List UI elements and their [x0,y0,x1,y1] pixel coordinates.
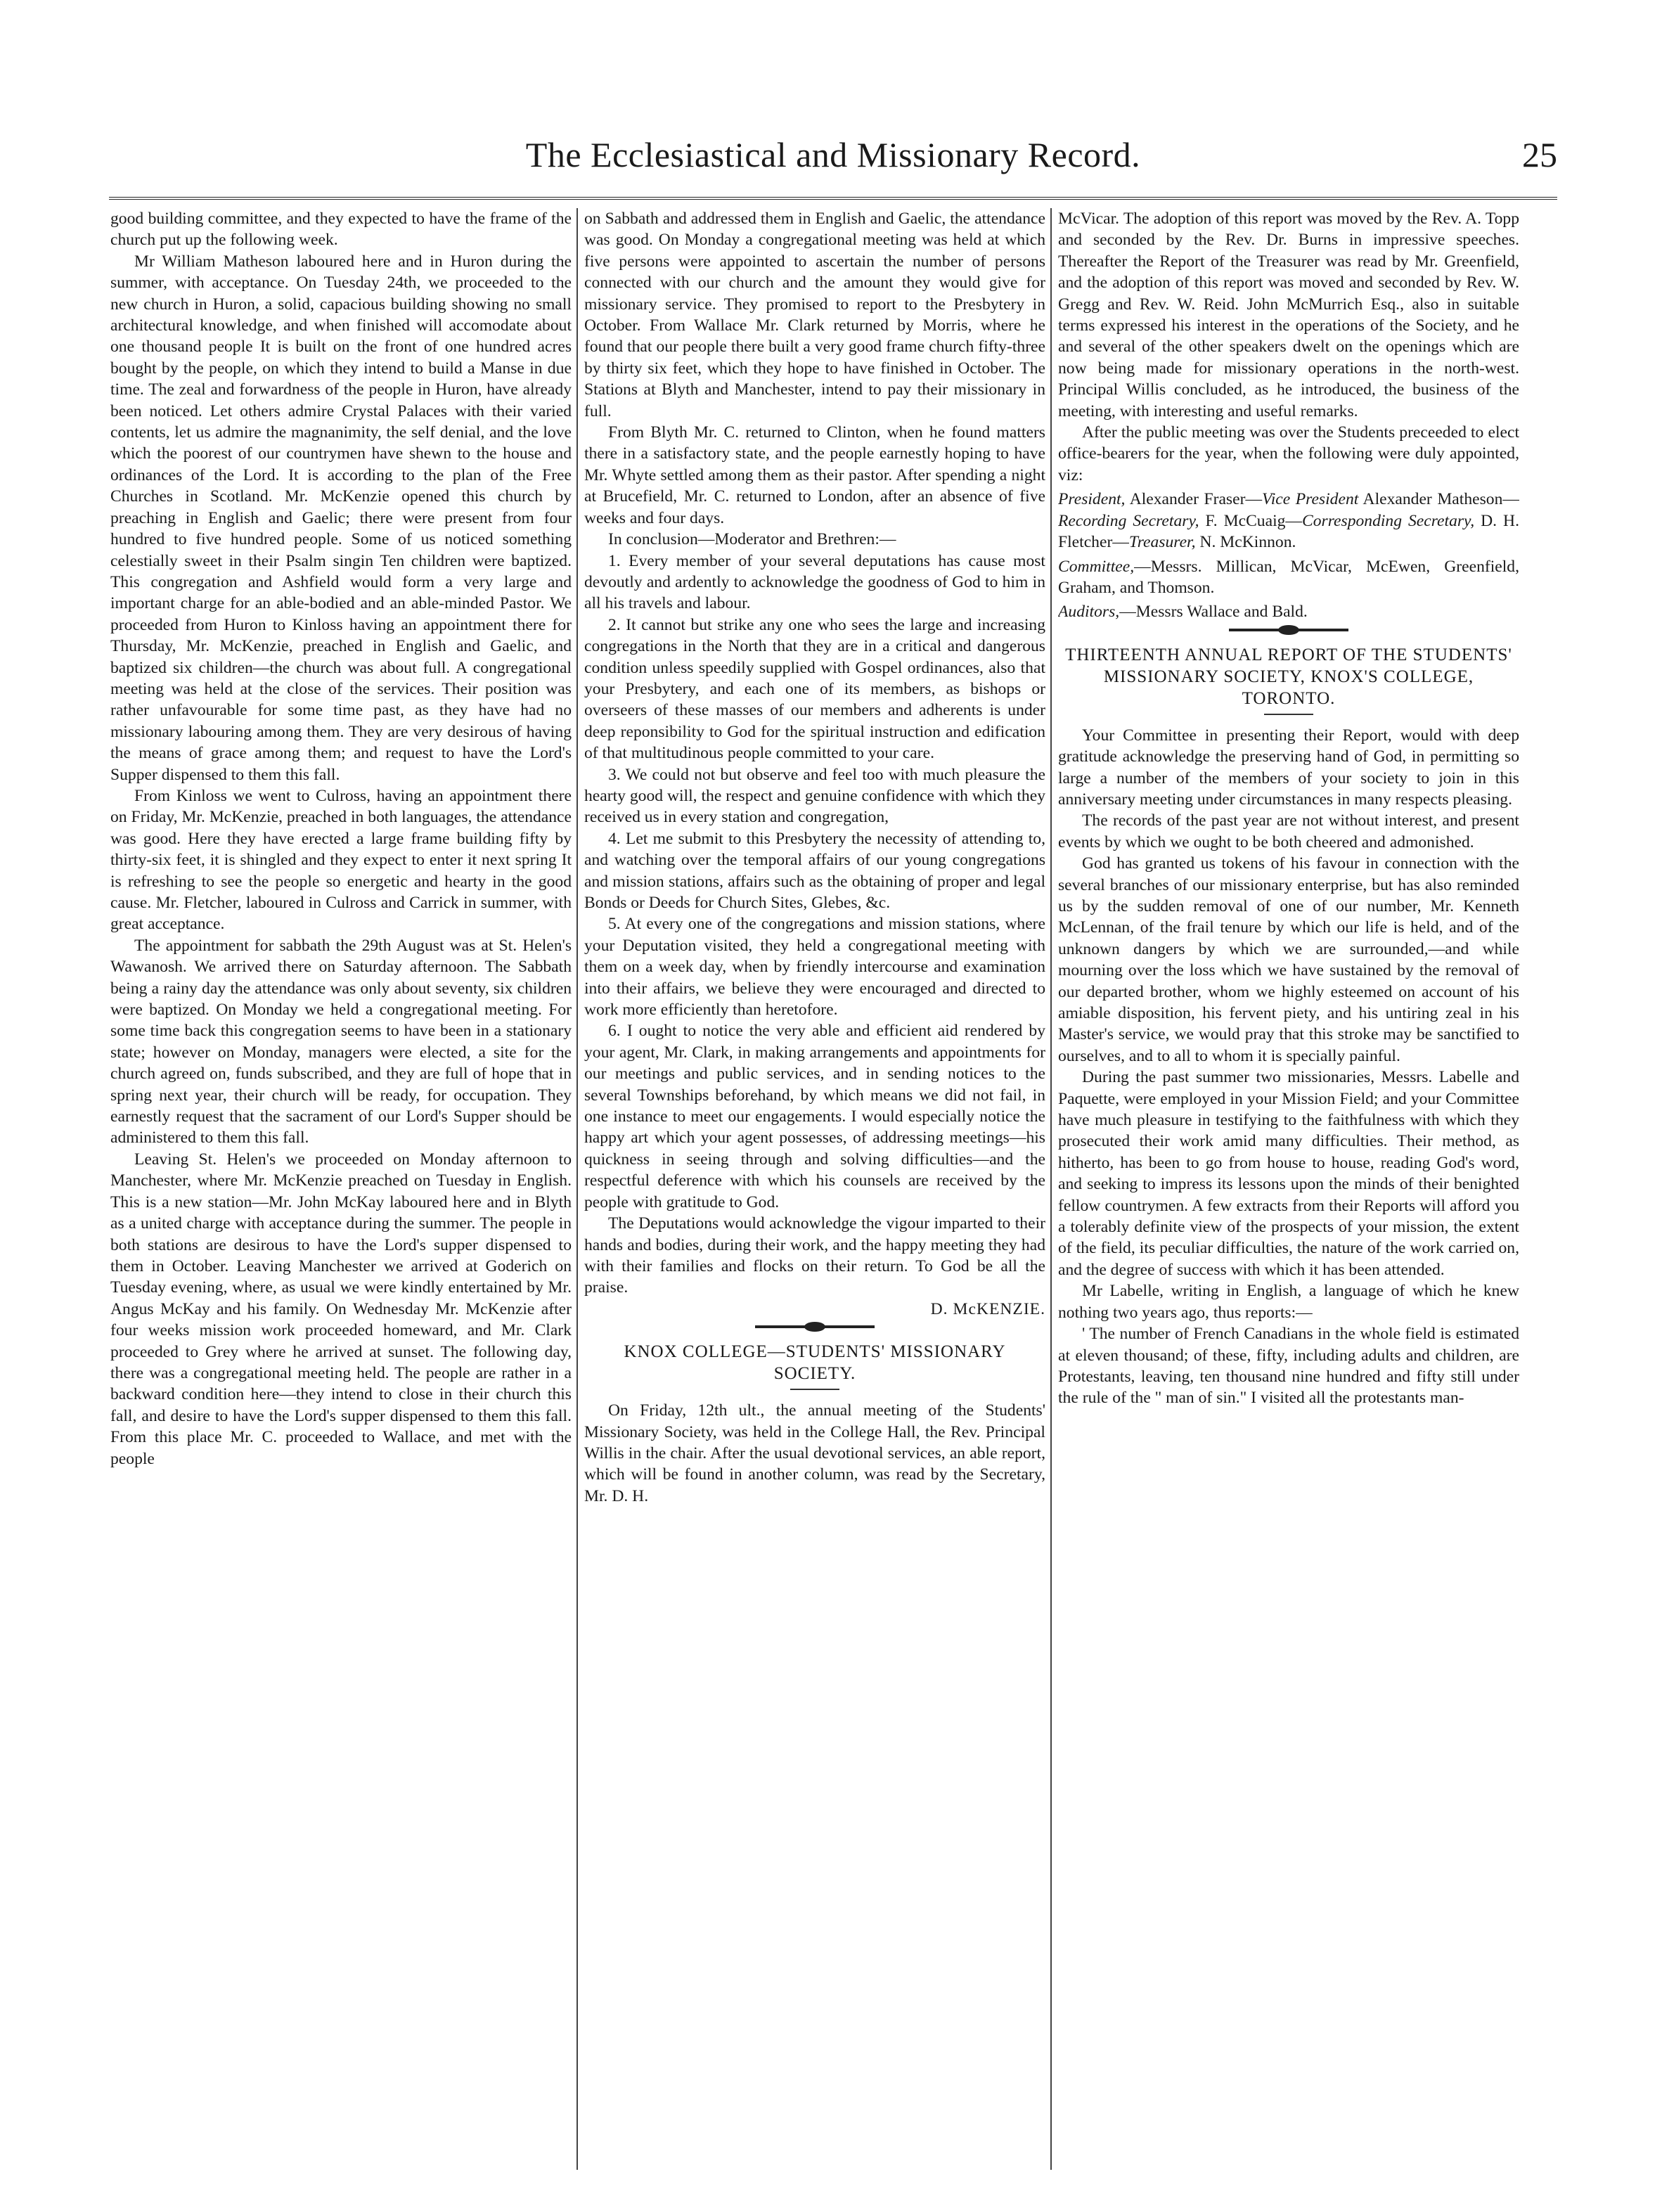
section-divider [1229,629,1348,631]
officer-role: President, [1058,490,1126,509]
header-rule [109,197,1557,200]
short-rule [1264,714,1313,715]
paragraph: Mr Labelle, writing in English, a language of which he knew nothing two years ago, thus reports:— [1058,1282,1519,1322]
paragraph: Leaving St. Helen's we proceeded on Monday afternoon to Manchester, where Mr. McKenzie preached on Tuesday in English. This is a new station—Mr. John McKay laboured here and in Blyth as a united charge with acceptance during the summer. The people in both stations are desirous to have the Lord's supper dispensed to them in October. Leaving Manchester we arrived at Goderich on Tuesday evening, where, as usual we were kindly entertained by Mr. Angus McKay and his family. On Wednesday Mr. McKenzie after four weeks mission work proceeded homeward, and Mr. Clark proceeded to Grey where he arrived at sunset. The following day, there was a congregational meeting held. The people are rather in a backward condition here—they intend to close in their church this fall, and desire to have the Lord's supper dispensed to them this fall. From this place Mr. C. proceeded to Wallace, and met with the people [110,1150,572,1468]
paragraph: 1. Every member of your several deputations has cause most devoutly and ardently to acknowledge the goodness of God to him in all his travels and labour. [584,551,1045,613]
paragraph: On Friday, 12th ult., the annual meeting of the Students' Missionary Society, was held in the College Hall, the Rev. Principal Willis in the chair. After the usual devotional services, an able report, which will be found in another column, was read by the Secretary, Mr. D. H. [584,1401,1045,1505]
paragraph: Mr William Matheson laboured here and in Huron during the summer, with acceptance. On Tuesday 24th, we proceeded to the new church in Huron, a solid, capacious building showing no small architectural knowledge, and when finished will accomodate about one thousand people It is built on the front of one hundred acres bought by the people, on which they intend to build a Manse in due time. The zeal and forwardness of the people in Huron, have already been noticed. Let others admire Crystal Palaces with their varied contents, let us admire the magnanimity, the self denial, and the love which the poorest of our countrymen have shewn to the house and ordinances of the Lord. It is according to the plan of the Free Churches in Scotland. Mr. McKenzie opened this church by preaching in English and Gaelic; there were present from four hundred to five hundred people. Some of us noticed something celestially sweet in their Psalm singin Ten children were baptized. This congregation and Ashfield would form a very large and important charge for an able-bodied and an able-minded Pastor. We proceeded from Huron to Kinloss having an appointment there for Thursday, Mr. McKenzie, preached in English and Gaelic, and baptized six children—the church was about full. A congregational meeting was held at the close of the services. Their position was rather unfavourable for some time past, as they have had no missionary labouring among them. They are very desirous of having the means of grace among them; and request to have the Lord's Supper dispensed to them this fall. [110,252,572,784]
paragraph: From Blyth Mr. C. returned to Clinton, when he found matters there in a satisfactory state, and the people earnestly hoping to have Mr. Whyte settled among them as their pastor. After spending a night at Brucefield, Mr. C. returned to London, after an absence of five weeks and four days. [584,423,1045,527]
officer-name: N. McKinnon. [1199,533,1296,552]
officer-name: Alexander Fraser— [1129,490,1263,509]
officers-president [1058,489,1519,553]
page-header [109,134,1557,190]
officer-name: —Messrs Wallace and Bald. [1119,603,1308,622]
officer-role: Committee, [1058,557,1135,576]
paragraph: God has granted us tokens of his favour in connection with the several branches of our missionary enterprise, but has also reminded us by the sudden removal of one of our number, Mr. Kenneth McLennan, of the frail tenure by which our life is held, and of the unknown dangers by which we are surrounded,—and while mourning over the loss which we have sustained by the removal of our departed brother, whom we highly esteemed on account of his amiable disposition, his fervent piety, and his untiring zeal in his Master's service, we would pray that this stroke may be sanctified to ourselves, and to all to whom it is specially painful. [1058,854,1519,1065]
officers-auditors [1058,601,1519,622]
paragraph: 2. It cannot but strike any one who sees the large and increasing congregations in the North that they are in a critical and dangerous condition unless speedily supplied with Gospel ordinances, also that your Presbytery, and each one of its members, as bishops or overseers of these masses of our members and adherents is under deep reponsibility to God for the spiritual instruction and edification of that multitudinous people committed to your care. [584,615,1045,763]
officer-role: Auditors, [1058,603,1120,622]
page-number: 25 [1522,135,1557,174]
signature: D. McKENZIE. [930,1299,1045,1318]
officer-name: Alexander Matheson— [1363,490,1519,509]
running-title: The Ecclesiastical and Missionary Record. [525,135,1141,174]
paragraph: From Kinloss we went to Culross, having an appointment there on Friday, Mr. McKenzie, preached in both languages, the attendance was good. Here they have erected a large frame building fifty by thirty-six feet, it is shingled and they expect to enter it next spring It is refreshing to see the people so energetic and hearty in the good cause. Mr. Fletcher, laboured in Culross and Carrick in summer, with great acceptance. [110,786,572,934]
paragraph: In conclusion—Moderator and Brethren:— [608,530,896,549]
column-rule [1050,208,1052,2170]
paragraph: ' The number of French Canadians in the whole field is estimated at eleven thousand; of these, fifty, including adults and children, are Protestants, leaving, ten thousand nine hundred and fifty still under the rule of the " man of sin." I visited all the protestants man- [1058,1325,1519,1408]
column-rule [576,208,578,2170]
column-3 [1058,208,1519,2170]
paragraph: 5. At every one of the congregations and mission stations, where your Deputation visited, they held a congregational meeting with them on a week day, when by friendly intercourse and examination into their affairs, we believe they were encouraged and directed to work more efficiently than heretofore. [584,915,1045,1020]
paragraph: good building committee, and they expected to have the frame of the church put up the following week. [110,210,572,250]
short-rule [790,1389,839,1390]
officer-name: D. H. Fletcher— [1058,511,1519,552]
officer-name: —Messrs. Millican, McVicar, McEwen, Greenfield, Graham, and Thomson. [1058,557,1519,597]
paragraph: After the public meeting was over the Students preceeded to elect office-bearers for the year, when the following were duly appointed, viz: [1058,423,1519,484]
paragraph: During the past summer two missionaries, Messrs. Labelle and Paquette, were employed in your Mission Field; and your Committee have much pleasure in testifying to the faithfulness with which they prosecuted their work amid many difficulties. Their method, as hitherto, has been to go from house to house, reading God's word, and seeking to impress its lessons upon the minds of their benighted fellow countrymen. A few extracts from their Reports will afford you a tolerably definite view of the prospects of your mission, the extent of the field, its peculiar difficulties, the nature of the work carried on, and the degree of success with which it has been attended. [1058,1068,1519,1279]
column-1 [110,208,572,2170]
paragraph: 3. We could not but observe and feel too with much pleasure the hearty good will, the respect and genuine confidence with which they received us in every station and congregation, [584,765,1045,827]
section-heading: THIRTEENTH ANNUAL REPORT OF THE STUDENTS' MISSIONARY SOCIETY, KNOX'S COLLEGE, TORONTO. [1065,645,1512,708]
paragraph: The Deputations would acknowledge the vigour imparted to their hands and bodies, during their work, and the happy meeting they had with their families and flocks on their return. To God be all the praise. [584,1214,1045,1297]
column-2 [584,208,1045,2170]
officers-committee [1058,556,1519,599]
officer-role: Corresponding Secretary, [1302,511,1475,530]
section-heading: KNOX COLLEGE—STUDENTS' MISSIONARY SOCIETY. [624,1342,1006,1384]
paragraph: The records of the past year are not without interest, and present events by which we ought to be both cheered and admonished. [1058,811,1519,851]
paragraph: 6. I ought to notice the very able and efficient aid rendered by your agent, Mr. Clark, in making arrangements and appointments for our meetings and public services, and in sending notices to the several Townships beforehand, by which means we did not fail, in one instance to meet our engagements. I would especially notice the happy art which your agent possesses, of addressing meetings—his quickness in seeing through and solving difficulties—and the respectful deference with which his counsels are received by the people with gratitude to God. [584,1022,1045,1211]
officer-name: F. McCuaig— [1205,511,1303,530]
officer-role: Vice President [1262,490,1359,509]
paragraph: Your Committee in presenting their Report, would with deep gratitude acknowledge the preserving hand of God, in permitting so large a number of the members of your society to join in this anniversary meeting under circumstances in many respects pleasing. [1058,726,1519,809]
paragraph: The appointment for sabbath the 29th August was at St. Helen's Wawanosh. We arrived there on Saturday afternoon. The Sabbath being a rainy day the attendance was only about seventy, six children were baptized. On Monday we held a congregational meeting. For some time back this congregation seems to have been in a stationary state; however on Monday, managers were elected, a site for the church agreed on, funds subscribed, and they are full of hope that in spring next year, their church will be ready, for occupation. They earnestly request that the sacrament of our Lord's Supper should be administered to them this fall. [110,936,572,1147]
paragraph: 4. Let me submit to this Presbytery the necessity of attending to, and watching over the temporal affairs of our young congregations and mission stations, affairs such as the obtaining of proper and legal Bonds or Deeds for Church Sites, Glebes, &c. [584,829,1045,912]
officer-role: Recording Secretary, [1058,511,1199,530]
officers-list [1058,489,1519,622]
paragraph: on Sabbath and addressed them in English and Gaelic, the attendance was good. On Monday a congregational meeting was held at which five persons were appointed to ascertain the number of persons connected with our church and the amount they would give for missionary service. They promised to report to the Presbytery in October. From Wallace Mr. Clark returned by Morris, where he found that our people there built a very good frame church fifty-three by thirty six feet, which they hope to have finished in October. The Stations at Blyth and Manchester, intend to pay their missionary in full. [584,210,1045,420]
officer-role: Treasurer, [1128,533,1196,552]
section-divider [755,1325,875,1328]
paragraph: McVicar. The adoption of this report was moved by the Rev. A. Topp and seconded by the Rev. Dr. Burns in impressive speeches. Thereafter the Report of the Treasurer was read by Mr. Greenfield, and the adoption of this report was moved and seconded by Rev. W. Gregg and Rev. W. Reid. John McMurrich Esq., also in suitable terms expressed his interest in the operations of the Society, and he and several of the other speakers dwelt on the openings which are now being made for missionary operations in the north-west. Principal Willis concluded, as he introduced, the business of the meeting, with interesting and useful remarks. [1058,210,1519,420]
